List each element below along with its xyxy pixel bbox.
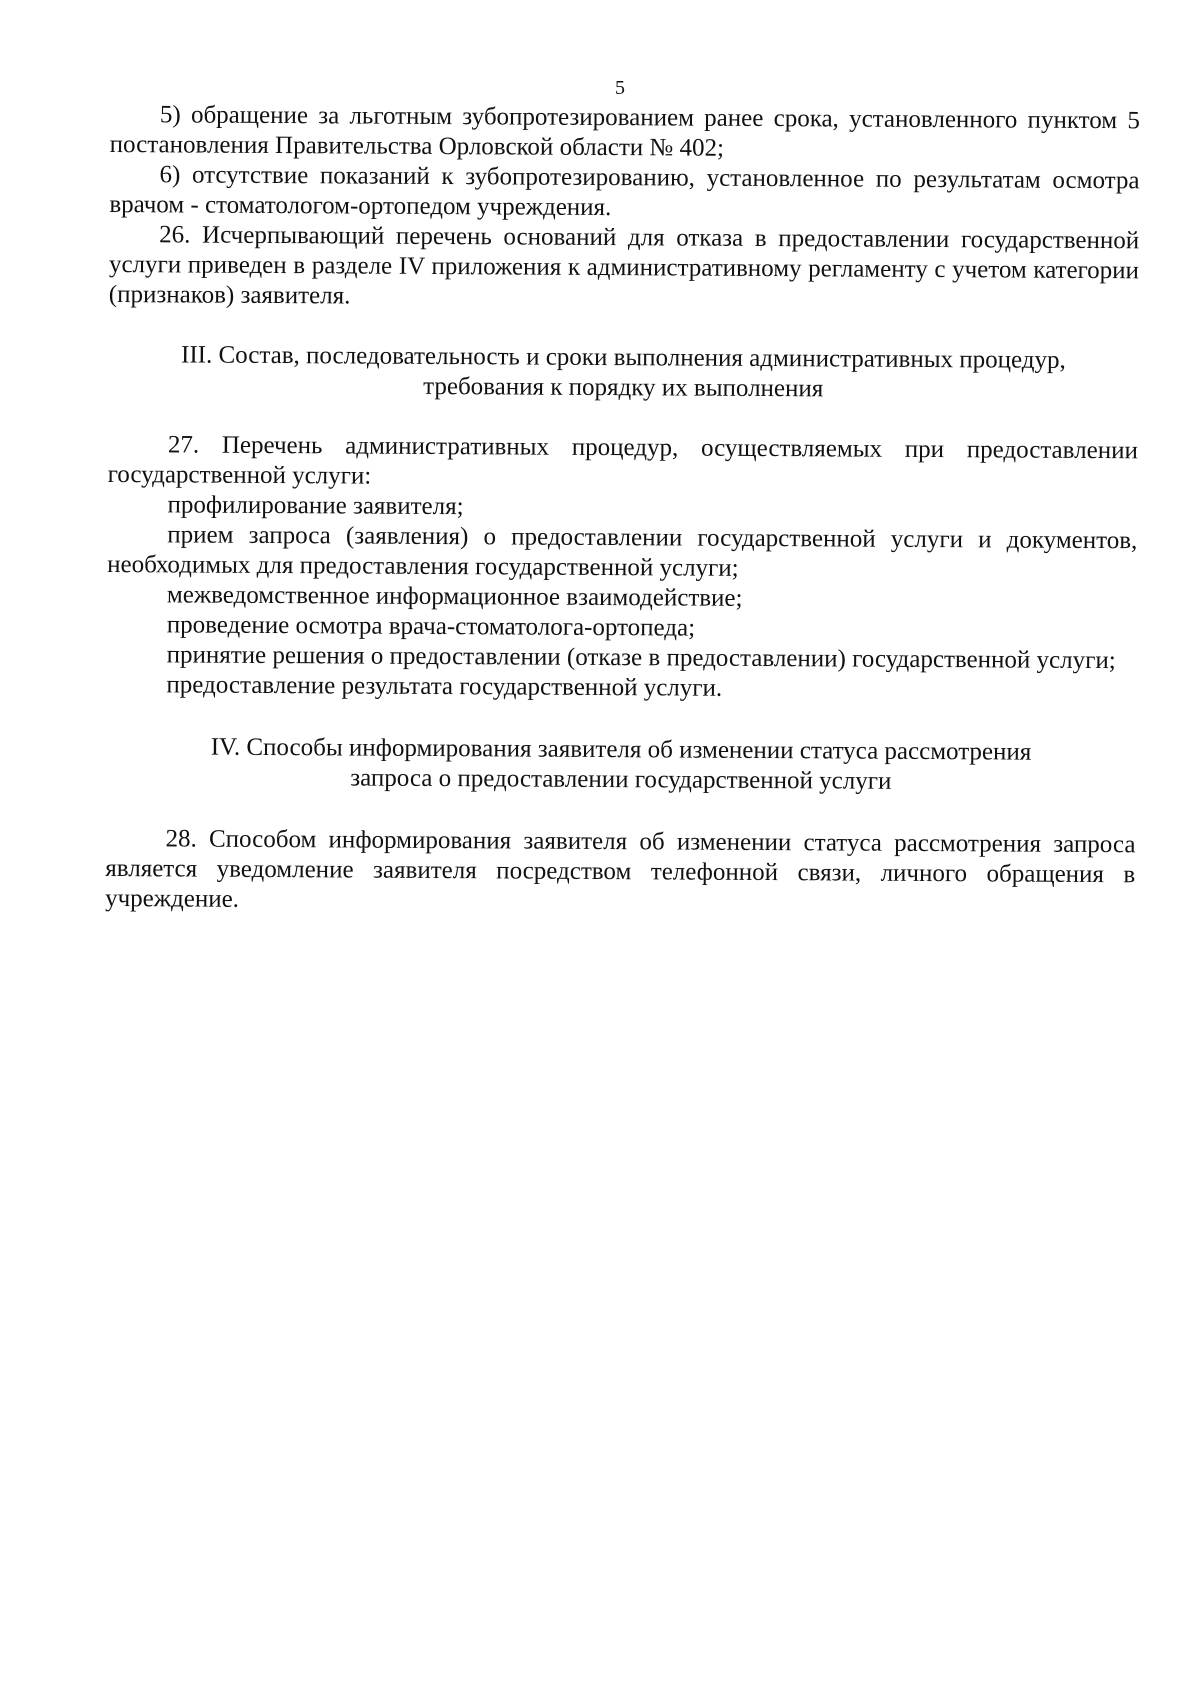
paragraph-26: 26. Исчерпывающий перечень оснований для отказа в предоставлении государственной услуги приведен в разделе IV приложения к административному регламенту с учетом категории (признаков) заявителя. [108, 221, 1140, 310]
section-4-heading-line1: IV. Способы информирования заявителя об изменении статуса рассмотрения [210, 733, 1032, 766]
paragraph-item-6: 6) отсутствие показаний к зубопротезированию, установленное по результатам осмотра врачом - стоматологом-ортопедом учреждения. [109, 161, 1140, 222]
paragraph-28: 28. Способом информирования заявителя об изменении статуса рассмотрения запроса является уведомление заявителя посредством телефонной связи, личного обращения в учреждение. [105, 825, 1136, 913]
document-body [105, 100, 1140, 920]
section-3-heading [108, 340, 1138, 406]
list-item-decision: принятие решения о предоставлении (отказе в предоставлении) государственной услуги; [166, 641, 1116, 675]
section-4-heading-line2: запроса о предоставлении государственной услуги [350, 764, 892, 795]
section-4-heading [106, 732, 1136, 798]
page-number: 5 [615, 77, 625, 99]
section-3-heading-line1: III. Состав, последовательность и сроки выполнения административных процедур, [180, 341, 1066, 374]
list-item-profiling: профилирование заявителя; [167, 491, 464, 521]
list-item-request-intake: прием запроса (заявления) о предоставлении государственной услуги и документов, необходимых для предоставления государственной услуги; [107, 521, 1138, 582]
list-item-result: предоставление результата государственной услуги. [166, 671, 723, 702]
paragraph-27: 27. Перечень административных процедур, осуществляемых при предоставлении государственной услуги: [107, 431, 1138, 490]
list-item-examination: проведение осмотра врача-стоматолога-ортопеда; [166, 611, 696, 642]
section-3-heading-line2: требования к порядку их выполнения [423, 372, 824, 403]
list-item-interagency: межведомственное информационное взаимодействие; [166, 581, 743, 612]
paragraph-item-5: 5) обращение за льготным зубопротезированием ранее срока, установленного пунктом 5 постановления Правительства Орловской области № 402; [109, 101, 1140, 162]
